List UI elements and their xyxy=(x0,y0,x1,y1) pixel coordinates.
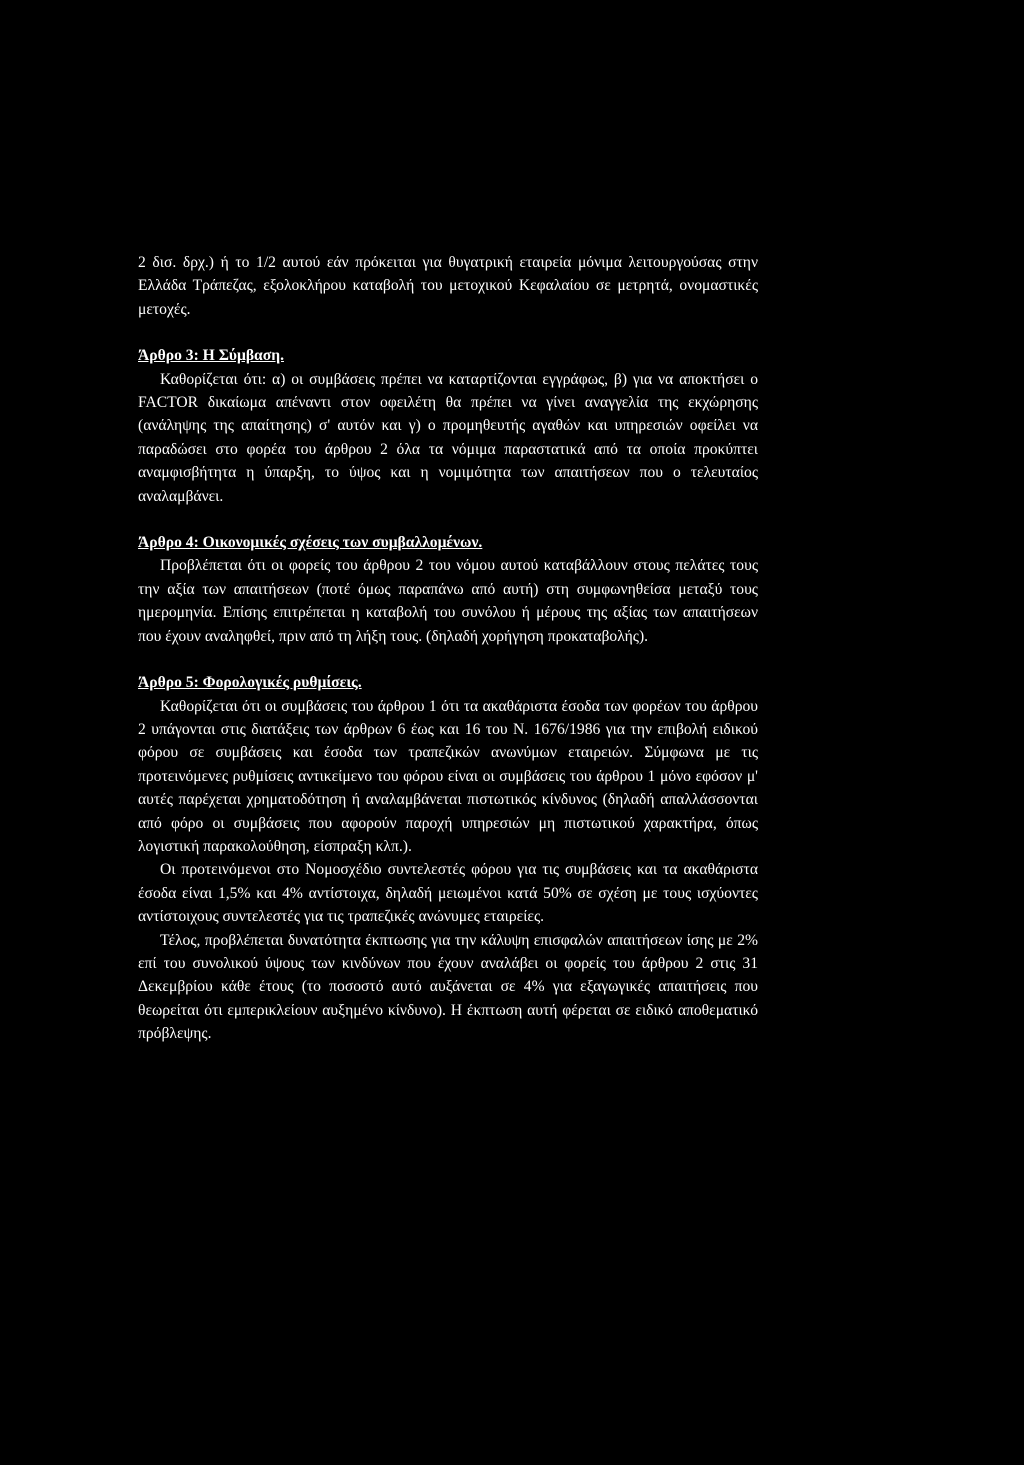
spacer xyxy=(138,648,758,671)
article-5-heading: Άρθρο 5: Φορολογικές ρυθμίσεις. xyxy=(138,674,362,692)
article-4-paragraph: Προβλέπεται ότι οι φορείς του άρθρου 2 του νόμου αυτού καταβάλλουν στους πελάτες τους την αξία των απαιτήσεων (ποτέ όμως παραπάνω από αυτή) στη συμφωνηθείσα μεταξύ τους ημερομηνία. Επίσης επιτρέπεται η καταβολή του συνόλου ή μέρους της αξίας των απαιτήσεων που έχουν αναληφθεί, πριν από τη λήξη τους. (δηλαδή χορήγηση προκαταβολής). xyxy=(138,557,758,645)
article-3-heading: Άρθρο 3: Η Σύμβαση. xyxy=(138,347,284,365)
spacer xyxy=(138,508,758,531)
intro-paragraph: 2 δισ. δρχ.) ή το 1/2 αυτού εάν πρόκειται για θυγατρική εταιρεία μόνιμα λειτουργούσας στην Ελλάδα Τράπεζας, εξολοκλήρου καταβολή του μετοχικού Κεφαλαίου σε μετρητά, ονομαστικές μετοχές. xyxy=(138,254,758,318)
spacer xyxy=(138,321,758,344)
article-4-heading: Άρθρο 4: Οικονομικές σχέσεις των συμβαλλομένων. xyxy=(138,534,483,552)
article-5-paragraph-3: Τέλος, προβλέπεται δυνατότητα έκπτωσης για την κάλυψη επισφαλών απαιτήσεων ίσης με 2% επί του συνολικού ύψους των κινδύνων που έχουν αναλάβει οι φορείς του άρθρου 2 στις 31 Δεκεμβρίου κάθε έτους (το ποσοστό αυτό αυξάνεται σε 4% για εξαγωγικές απαιτήσεις που θεωρείται ότι εμπερικλείουν αυξημένο κίνδυνο). Η έκπτωση αυτή φέρεται σε ειδικό αποθεματικό πρόβλεψης. xyxy=(138,931,758,1043)
article-5-paragraph-2: Οι προτεινόμενοι στο Νομοσχέδιο συντελεστές φόρου για τις συμβάσεις και τα ακαθάριστα έσοδα είναι 1,5% και 4% αντίστοιχα, δηλαδή μειωμένοι κατά 50% σε σχέση με τους ισχύοντες αντίστοιχους συντελεστές για τις τραπεζικές ανώνυμες εταιρείες. xyxy=(138,861,758,926)
article-3-paragraph: Καθορίζεται ότι: α) οι συμβάσεις πρέπει να καταρτίζονται εγγράφως, β) για να αποκτήσει ο FACTOR δικαίωμα απέναντι στον οφειλέτη θα πρέπει να γίνει αναγγελία της εκχώρησης (ανάληψης της απαίτησης) σ' αυτόν και γ) ο προμηθευτής αγαθών και υπηρεσιών οφείλει να παραδώσει στο φορέα του άρθρου 2 όλα τα νόμιμα παραστατικά από τα οποία προκύπτει αναμφισβήτητα η ύπαρξη, το ύψος και η νομιμότητα των απαιτήσεων που ο τελευταίος αναλαμβάνει. xyxy=(138,370,758,505)
article-5-paragraph-1: Καθορίζεται ότι οι συμβάσεις του άρθρου 1 ότι τα ακαθάριστα έσοδα των φορέων του άρθρου 2 υπάγονται στις διατάξεις των άρθρων 6 έως και 16 του Ν. 1676/1986 για την επιβολή ειδικού φόρου σε συμβάσεις και έσοδα των τραπεζικών ανωνύμων εταιρειών. Σύμφωνα με τις προτεινόμενες ρυθμίσεις αντικείμενο του φόρου είναι οι συμβάσεις του άρθρου 1 μόνο εφόσον μ' αυτές παρέχεται χρηματοδότηση ή αναλαμβάνεται πιστωτικός κίνδυνος (δηλαδή απαλλάσσονται από φόρο οι συμβάσεις που αφορούν παροχή υπηρεσιών μη πιστωτικού χαρακτήρα, όπως λογιστική παρακολούθηση, είσπραξη κλπ.). xyxy=(138,697,758,855)
document-page xyxy=(138,251,758,1046)
